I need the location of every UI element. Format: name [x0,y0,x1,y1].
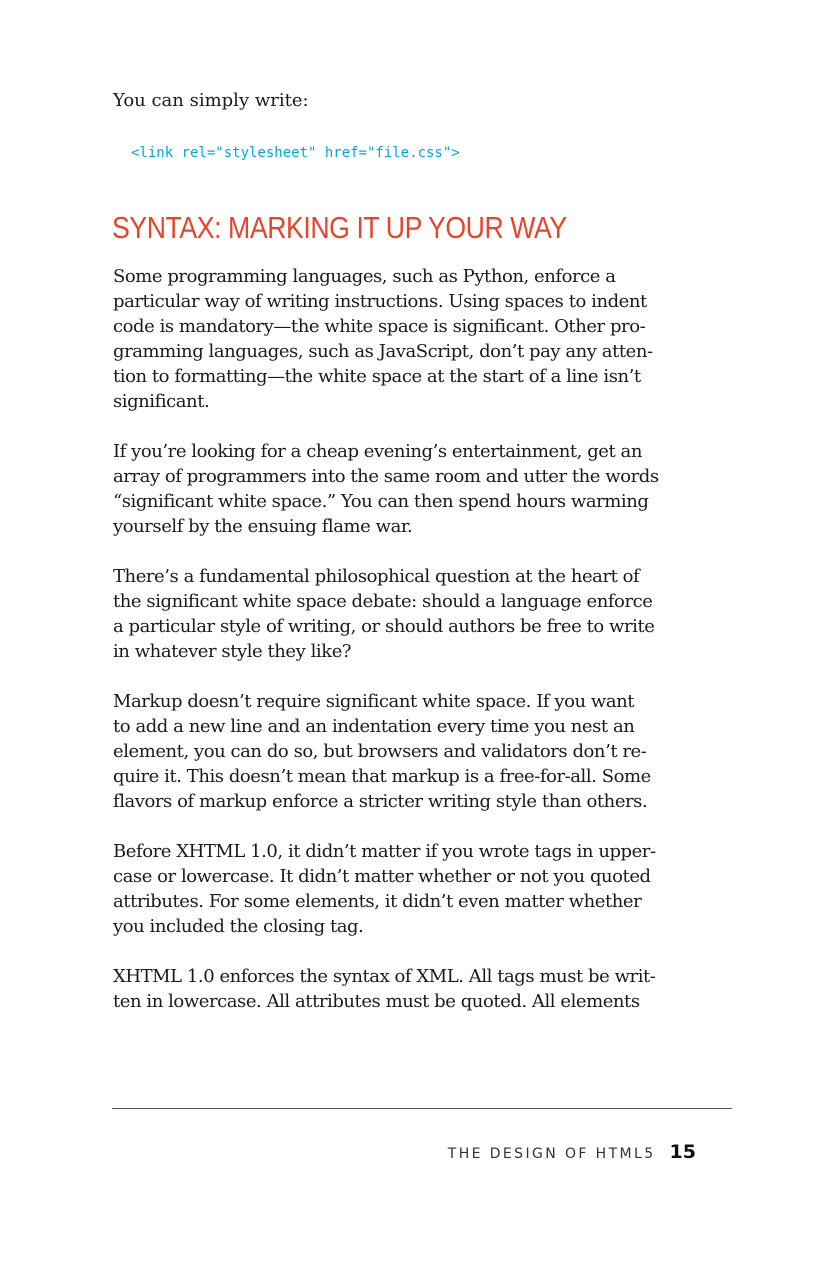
text-line: case or lowercase. It didn’t matter whether or not you quoted [113,866,651,887]
text-line: If you’re looking for a cheap evening’s entertainment, get an [113,441,642,462]
text-line: gramming languages, such as JavaScript, don’t pay any atten- [113,341,653,362]
text-line: quire it. This doesn’t mean that markup is a free-for-all. Some [113,766,651,787]
text-line: significant. [113,391,210,412]
code-example: <link rel="stylesheet" href="file.css"> [131,145,460,161]
text-line: XHTML 1.0 enforces the syntax of XML. All tags must be writ- [113,966,656,987]
paragraph [113,689,693,814]
text-line: There’s a fundamental philosophical question at the heart of [113,566,640,587]
body-text [113,264,693,1039]
text-line: ten in lowercase. All attributes must be quoted. All elements [113,991,640,1012]
text-line: in whatever style they like? [113,641,352,662]
text-line: particular way of writing instructions. Using spaces to indent [113,291,647,312]
section-heading: SYNTAX: MARKING IT UP YOUR WAY [112,210,567,245]
text-line: to add a new line and an indentation every time you nest an [113,716,635,737]
text-line: element, you can do so, but browsers and validators don’t re- [113,741,647,762]
page-number: 15 [669,1141,696,1163]
paragraph [113,839,693,939]
paragraph [113,264,693,414]
page-footer [448,1141,696,1163]
text-line: Some programming languages, such as Python, enforce a [113,266,616,287]
text-line: yourself by the ensuing flame war. [113,516,413,537]
intro-sentence: You can simply write: [113,90,309,111]
running-head: THE DESIGN OF HTML5 [447,1146,656,1162]
text-line: array of programmers into the same room and utter the words [113,466,659,487]
text-line: attributes. For some elements, it didn’t even matter whether [113,891,642,912]
paragraph [113,964,693,1014]
text-line: flavors of markup enforce a stricter writing style than others. [113,791,648,812]
text-line: you included the closing tag. [113,916,364,937]
footer-divider [112,1108,732,1109]
paragraph [113,439,693,539]
paragraph [113,564,693,664]
text-line: the significant white space debate: should a language enforce [113,591,653,612]
text-line: “significant white space.” You can then spend hours warming [113,491,649,512]
text-line: code is mandatory—the white space is significant. Other pro- [113,316,646,337]
text-line: Markup doesn’t require significant white space. If you want [113,691,635,712]
text-line: Before XHTML 1.0, it didn’t matter if you wrote tags in upper- [113,841,656,862]
text-line: tion to formatting—the white space at the start of a line isn’t [113,366,641,387]
text-line: a particular style of writing, or should authors be free to write [113,616,655,637]
